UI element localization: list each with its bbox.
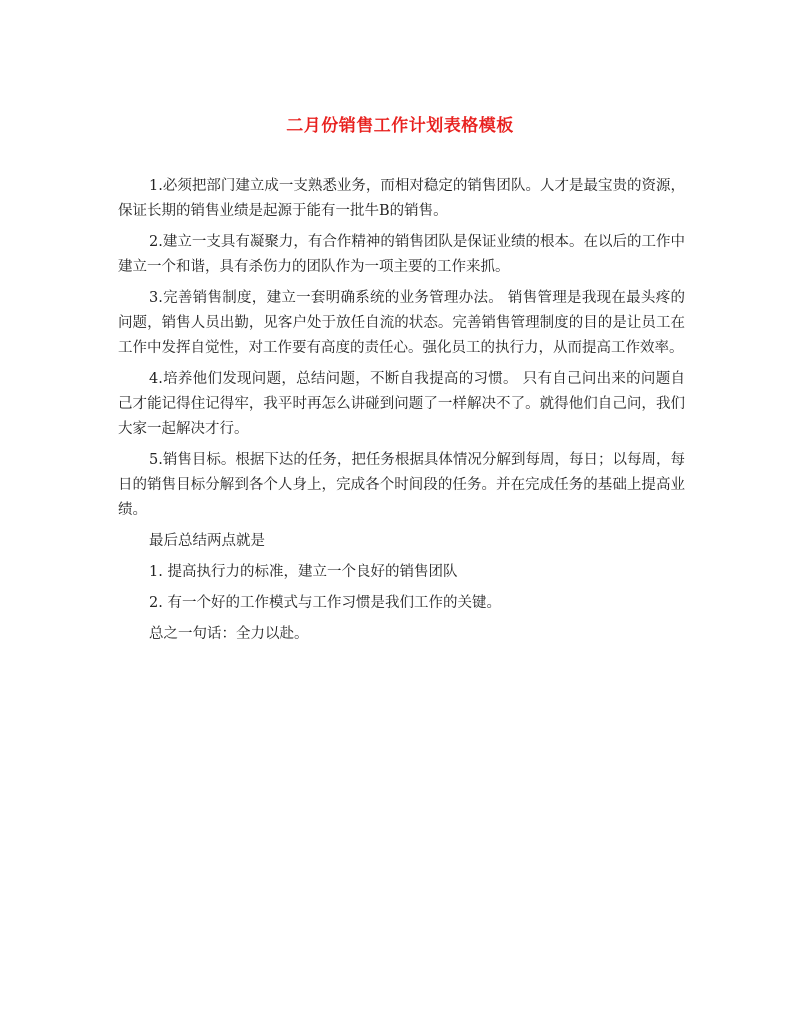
summary-intro: 最后总结两点就是 xyxy=(149,533,265,549)
paragraph-2: 2.建立一支具有凝聚力，有合作精神的销售团队是保证业绩的根本。在以后的工作中建立一个和谐，具有杀伤力的团队作为一项主要的工作来抓。 xyxy=(118,234,685,275)
document-title: 二月份销售工作计划表格模板 xyxy=(286,116,514,136)
paragraph-5: 5.销售目标。根据下达的任务，把任务根据具体情况分解到每周，每日；以每周，每日的销售目标分解到各个人身上，完成各个时间段的任务。并在完成任务的基础上提高业绩。 xyxy=(118,452,685,518)
paragraph-1: 1.必须把部门建立成一支熟悉业务，而相对稳定的销售团队。人才是最宝贵的资源，保证长期的销售业绩是起源于能有一批牛B的销售。 xyxy=(118,178,685,219)
paragraph-4: 4.培养他们发现问题，总结问题，不断自我提高的习惯。 只有自己问出来的问题自己才能记得住记得牢，我平时再怎么讲碰到问题了一样解决不了。就得他们自己问，我们大家一起解决才行。 xyxy=(118,371,685,437)
summary-point-1: 1. 提高执行力的标准，建立一个良好的销售团队 xyxy=(149,564,458,580)
document-body xyxy=(118,174,685,653)
closing-line: 总之一句话：全力以赴。 xyxy=(149,626,309,642)
paragraph-3: 3.完善销售制度，建立一套明确系统的业务管理办法。 销售管理是我现在最头疼的问题，销售人员出勤，见客户处于放任自流的状态。完善销售管理制度的目的是让员工在工作中发挥自觉性，对工作要有高度的责任心。强化员工的执行力，从而提高工作效率。 xyxy=(118,290,685,356)
summary-point-2: 2. 有一个好的工作模式与工作习惯是我们工作的关键。 xyxy=(149,595,501,611)
